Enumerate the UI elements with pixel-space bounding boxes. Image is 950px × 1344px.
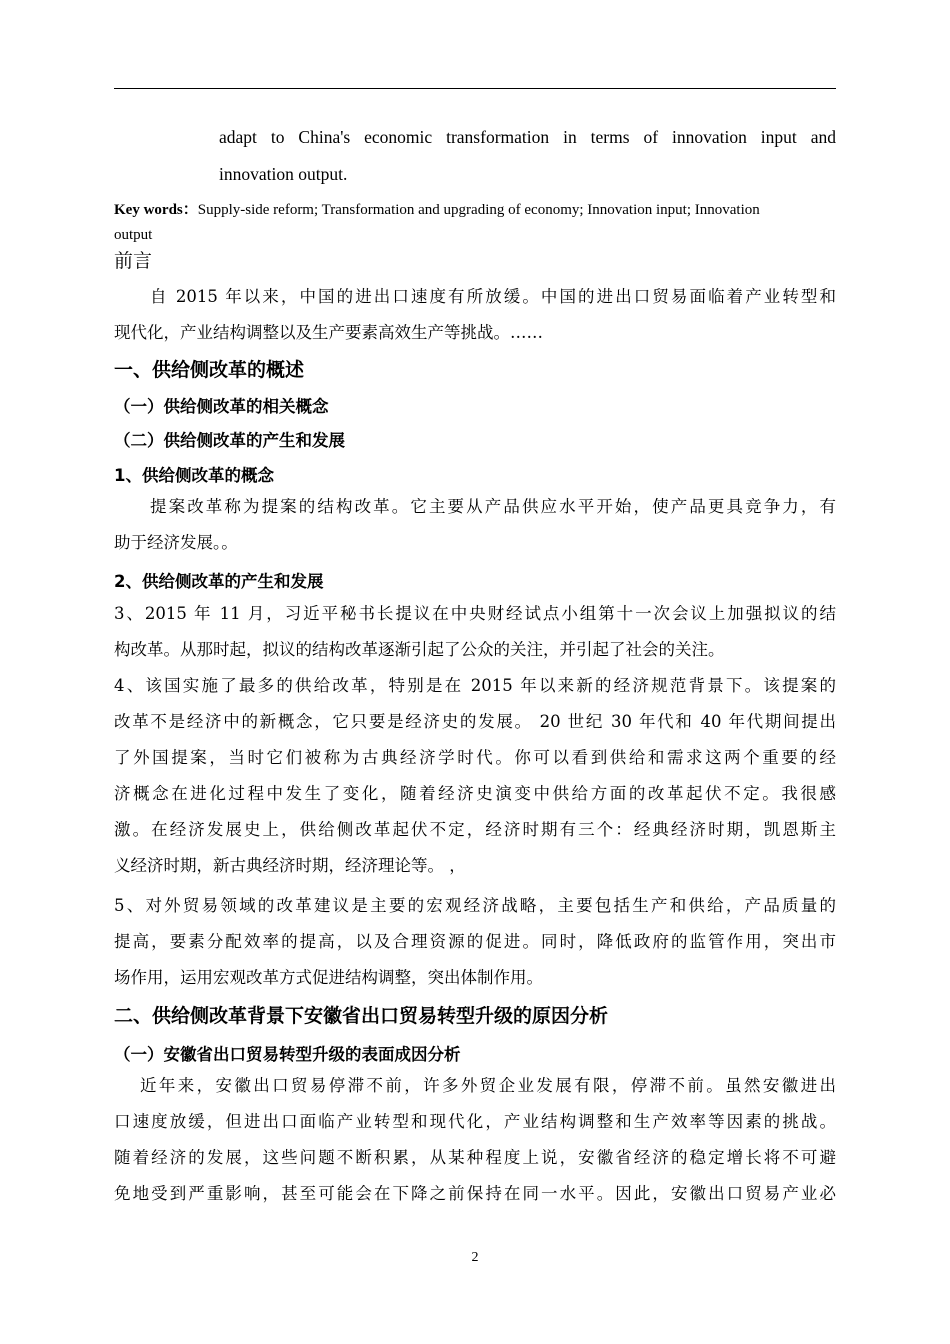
paragraph-line: 5、对外贸易领域的改革建议是主要的宏观经济战略，主要包括生产和供给，产品质量的: [114, 896, 836, 915]
section-heading: 一、供给侧改革的概述: [114, 359, 305, 381]
paragraph-line: 近年来，安徽出口贸易停滞不前，许多外贸企业发展有限，停滞不前。虽然安徽进出: [140, 1076, 836, 1095]
paragraph-line: 提案改革称为提案的结构改革。它主要从产品供应水平开始，使产品更具竞争力，有: [150, 497, 836, 516]
paragraph-line: 现代化，产业结构调整以及生产要素高效生产等挑战。……: [114, 323, 543, 342]
keywords: [114, 198, 836, 222]
paragraph-line: 构改革。从那时起，拟议的结构改革逐渐引起了公众的关注，并引起了社会的关注。: [114, 640, 725, 659]
subsection-heading: （一）供给侧改革的相关概念: [114, 397, 329, 416]
subsection-heading: （二）供给侧改革的产生和发展: [114, 431, 345, 450]
subsection-heading: （一）安徽省出口贸易转型升级的表面成因分析: [114, 1045, 461, 1064]
abstract-line: adapt to China's economic transformation in terms of innovation input and: [219, 127, 836, 147]
preface-heading: 前言: [114, 250, 153, 272]
paragraph-line: 免地受到严重影响，甚至可能会在下降之前保持在同一水平。因此，安徽出口贸易产业必: [114, 1184, 836, 1203]
paragraph-line: 口速度放缓，但进出口面临产业转型和现代化，产业结构调整和生产效率等因素的挑战。: [114, 1112, 836, 1131]
item-heading: 2、供给侧改革的产生和发展: [114, 572, 324, 591]
keywords-label: Key words：: [114, 202, 198, 218]
keywords-continued: output: [114, 227, 153, 243]
section-heading: 二、供给侧改革背景下安徽省出口贸易转型升级的原因分析: [114, 1005, 609, 1027]
paragraph-line: 激。在经济发展史上，供给侧改革起伏不定，经济时期有三个：经典经济时期，凯恩斯主: [114, 820, 836, 839]
paragraph-line: 义经济时期，新古典经济时期，经济理论等。 ，: [114, 856, 466, 875]
abstract-line: innovation output.: [219, 164, 348, 184]
item-heading: 1、供给侧改革的概念: [114, 466, 274, 485]
paragraph-line: 自 2015 年以来，中国的进出口速度有所放缓。中国的进出口贸易面临着产业转型和: [150, 287, 836, 306]
paragraph-line: 提高，要素分配效率的提高，以及合理资源的促进。同时，降低政府的监管作用，突出市: [114, 932, 836, 951]
paragraph-line: 改革不是经济中的新概念，它只要是经济史的发展。 20 世纪 30 年代和 40 年代期间提出: [114, 712, 836, 731]
paragraph-line: 4、该国实施了最多的供给改革，特别是在 2015 年以来新的经济规范背景下。该提案的: [114, 676, 836, 695]
paragraph-line: 助于经济发展。。: [114, 533, 238, 552]
header-rule: [114, 88, 836, 89]
paragraph-line: 场作用，运用宏观改革方式促进结构调整，突出体制作用。: [114, 968, 543, 987]
keywords-text: Supply-side reform; Transformation and upgrading of economy; Innovation input; Innovation: [197, 202, 760, 218]
paragraph-line: 3、2015 年 11 月，习近平秘书长提议在中央财经试点小组第十一次会议上加强拟议的结: [114, 604, 836, 623]
paragraph-line: 济概念在进化过程中发生了变化，随着经济史演变中供给方面的改革起伏不定。我很感: [114, 784, 836, 803]
paragraph-line: 随着经济的发展，这些问题不断积累，从某种程度上说，安徽省经济的稳定增长将不可避: [114, 1148, 836, 1167]
paragraph-line: 了外国提案，当时它们被称为古典经济学时代。你可以看到供给和需求这两个重要的经: [114, 748, 836, 767]
page-number: 2: [471, 1250, 479, 1265]
